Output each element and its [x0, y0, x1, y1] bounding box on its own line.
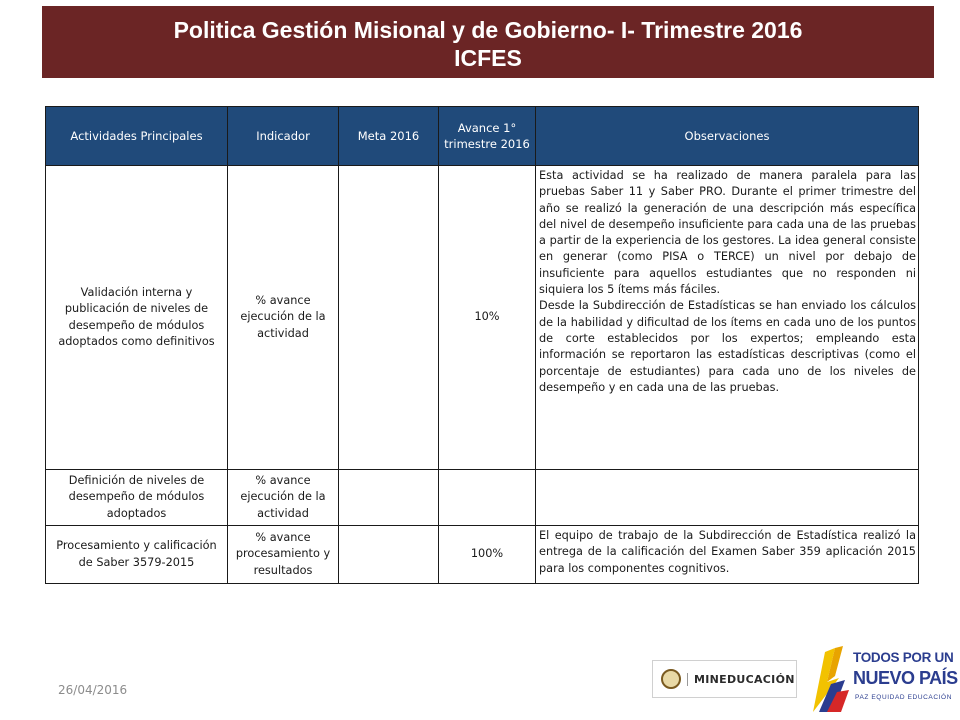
header-avance: Avance 1° trimestre 2016 [439, 107, 536, 166]
slogan-line2: NUEVO PAÍS [853, 668, 958, 688]
table-row [46, 166, 919, 470]
todos-por-un-nuevo-pais-logo [805, 642, 958, 716]
coat-of-arms-icon [661, 669, 681, 689]
header-observaciones: Observaciones [536, 107, 919, 166]
header-meta: Meta 2016 [339, 107, 439, 166]
cell-indicador: % avance ejecución de la actividad [228, 470, 339, 526]
cell-avance: 100% [439, 526, 536, 584]
slogan-line3: PAZ EQUIDAD EDUCACIÓN [855, 694, 952, 701]
observation-paragraph: El equipo de trabajo de la Subdirección de Estadística realizó la entrega de la calificación del Examen Saber 359 aplicación 2015 para los componentes cognitivos. [539, 529, 916, 575]
cell-actividad: Procesamiento y calificación de Saber 3579-2015 [46, 526, 228, 584]
page-subtitle: ICFES [454, 45, 522, 71]
cell-avance [439, 470, 536, 526]
cell-observaciones [536, 470, 919, 526]
table-header-row [46, 107, 919, 166]
cell-meta [339, 470, 439, 526]
cell-observaciones [536, 166, 919, 470]
cell-indicador: % avance procesamiento y resultados [228, 526, 339, 584]
cell-avance: 10% [439, 166, 536, 470]
table-row [46, 470, 919, 526]
title-banner [42, 6, 934, 78]
table-row [46, 526, 919, 584]
cell-meta [339, 166, 439, 470]
header-indicador: Indicador [228, 107, 339, 166]
slide-date: 26/04/2016 [58, 683, 128, 697]
cell-indicador: % avance ejecución de la actividad [228, 166, 339, 470]
observation-paragraph: Desde la Subdirección de Estadísticas se han enviado los cálculos de la habilidad y dificultad de los ítems en cada uno de los puntos de corte establecidos por los expertos; empleando esta información se reportaron las estadísticas descriptivas (como el porcentaje de estudiantes) para cada uno de los niveles de desempeño y en cada una de las pruebas. [539, 299, 916, 394]
slogan-line1: TODOS POR UN [853, 650, 954, 665]
cell-actividad: Definición de niveles de desempeño de módulos adoptados [46, 470, 228, 526]
mineducacion-logo [652, 660, 797, 698]
header-actividades: Actividades Principales [46, 107, 228, 166]
cell-actividad: Validación interna y publicación de niveles de desempeño de módulos adoptados como definitivos [46, 166, 228, 470]
cell-observaciones [536, 526, 919, 584]
page-title: Politica Gestión Misional y de Gobierno- I- Trimestre 2016 [173, 17, 803, 43]
flag-swoosh-icon [805, 642, 855, 716]
cell-meta [339, 526, 439, 584]
activities-table [45, 106, 919, 584]
mineducacion-label: MINEDUCACIÓN [687, 673, 795, 686]
observation-paragraph: Esta actividad se ha realizado de manera paralela para las pruebas Saber 11 y Saber PRO. Durante el primer trimestre del año se realizó la generación de una descripción más específica del nivel de desempeño insuficiente para cada una de las pruebas a partir de la experiencia de los gestores. La idea general consiste en generar (como PISA o TERCE) un nivel por debajo de insuficiente para aquellos estudiantes que no responden ni siquiera los 5 ítems más fáciles. [539, 169, 916, 297]
